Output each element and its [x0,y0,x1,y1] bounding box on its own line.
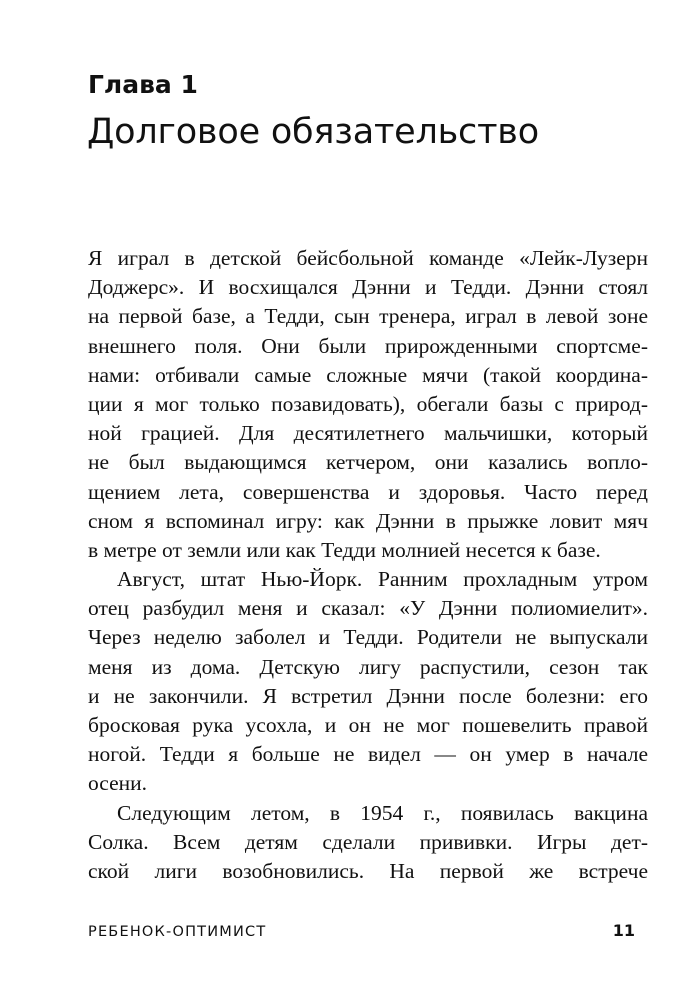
text-line: Следующим летом, в 1954 г., появилась вакцина [117,800,648,825]
text-line: Через неделю заболел и Тедди. Родители не выпускали [88,625,648,650]
text-line: щением лета, совершенства и здоровья. Часто перед [88,479,648,504]
text-line: Август, штат Нью-Йорк. Ранним прохладным утром [117,567,648,592]
text-line: Солка. Всем детям сделали прививки. Игры дет- [88,829,648,854]
text-line: нами: отбивали самые сложные мячи (такой координа- [88,362,648,387]
text-line: осени. [88,771,148,796]
text-line: ной грацией. Для десятилетнего мальчишки, который [88,421,648,446]
text-line: в метре от земли или как Тедди молнией несется к базе. [88,537,601,562]
running-footer-title: РЕБЕНОК-ОПТИМИСТ [88,924,267,940]
chapter-title: Долговое обязательство [87,112,539,152]
text-line: бросковая рука усохла, и он не мог пошевелить правой [88,713,648,737]
text-line: Я играл в детской бейсбольной команде «Лейк-Лузерн [88,246,648,270]
text-line: ции я мог только позавидовать), обегали базы с природ- [88,391,648,416]
text-line: ногой. Тедди я больше не видел — он умер в начале [88,742,648,767]
page-number: 11 [612,921,635,940]
text-line: меня из дома. Детскую лигу распустили, сезон так [88,654,648,679]
body-text [88,244,648,886]
text-line: Доджерс». И восхищался Дэнни и Тедди. Дэнни стоял [88,275,648,300]
text-line: внешнего поля. Они были прирожденными спортсме- [88,333,648,358]
text-line: на первой базе, а Тедди, сын тренера, играл в левой зоне [88,304,648,329]
text-line: не был выдающимся кетчером, они казались вопло- [88,450,648,475]
text-line: ской лиги возобновились. На первой же встрече [88,858,648,883]
text-line: отец разбудил меня и сказал: «У Дэнни полиомиелит». [88,596,648,621]
chapter-label: Глава 1 [88,70,198,99]
text-line: и не закончили. Я встретил Дэнни после болезни: его [88,683,648,708]
text-line: сном я вспоминал игру: как Дэнни в прыжке ловит мяч [88,508,648,533]
